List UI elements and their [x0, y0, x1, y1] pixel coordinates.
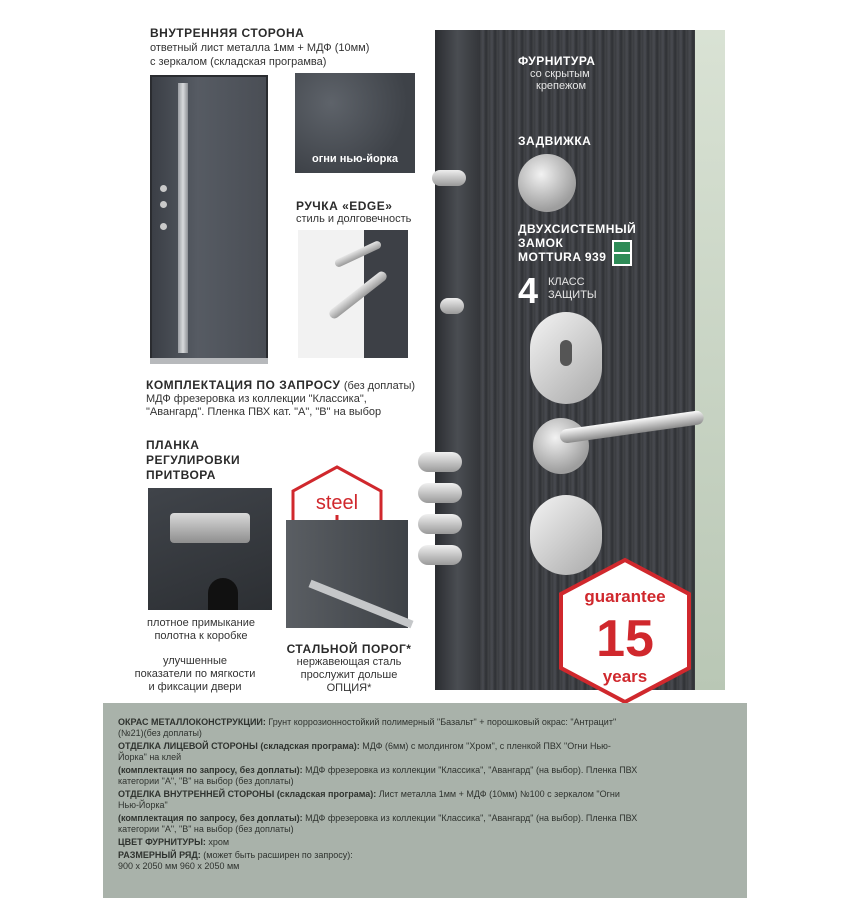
spec-label: ЦВЕТ ФУРНИТУРЫ: [118, 837, 206, 847]
spec-value: Нью-Йорка" [118, 800, 168, 810]
inner-side-line1: ответный лист металла 1мм + МДФ (10мм) [150, 42, 370, 54]
improved-text-2: показатели по мягкости [134, 668, 256, 680]
spec-line [118, 741, 728, 752]
background-window [695, 30, 725, 690]
strike-plate-title-1: ПЛАНКА [146, 438, 200, 452]
spec-line [118, 752, 728, 763]
spec-value: МДФ фрезеровка из коллекции "Классика", "Авангард" (на выбор). Пленка ПВХ [302, 765, 638, 775]
spec-value: (№21)(без доплаты) [118, 728, 202, 738]
improved-text-1: улучшенные [162, 655, 228, 667]
fit-text [146, 617, 256, 643]
improved-text [130, 655, 260, 694]
door-edge [435, 30, 480, 690]
optional-kit-line1: МДФ фрезеровка из коллекции "Классика", [146, 393, 367, 405]
spec-value: 900 х 2050 мм 960 х 2050 мм [118, 861, 240, 871]
guarantee-word: guarantee [584, 587, 666, 606]
spec-line [118, 850, 728, 861]
spec-value: Грунт коррозионностойкий полимерный "Базальт" + порошковый окрас: "Антрацит" [265, 717, 617, 727]
spec-label: (комплектация по запросу, без доплаты): [118, 813, 303, 823]
spec-label: РАЗМЕРНЫЙ РЯД: [118, 850, 201, 860]
spec-value: категории "А", "В" на выбор (без доплаты) [118, 776, 294, 786]
spec-value: МДФ (6мм) с молдингом "Хром", с пленкой ПВХ "Огни Нью- [359, 741, 611, 751]
latch-knob-icon [518, 154, 576, 212]
fit-text-1: плотное примыкание [147, 617, 255, 629]
spec-value: (может быть расширен по запросу): [200, 850, 353, 860]
handle-title: РУЧКА «EDGE» [296, 199, 393, 213]
improved-text-3: и фиксации двери [148, 681, 242, 693]
hardware-label [518, 54, 595, 92]
guarantee-badge [555, 556, 695, 711]
bolt-icon [418, 452, 462, 472]
class-line2: ЗАЩИТЫ [548, 289, 597, 301]
lock-line1: ДВУХСИСТЕМНЫЙ [518, 222, 637, 236]
spec-line [118, 813, 728, 824]
threshold-title: СТАЛЬНОЙ ПОРОГ* [286, 642, 412, 656]
spec-line [118, 800, 728, 811]
keyhole-icon [560, 340, 572, 366]
bolt-icon [418, 545, 462, 565]
strike-plate-title-3: ПРИТВОРА [146, 468, 216, 482]
optional-kit-note: (без доплаты) [343, 380, 416, 392]
inner-side-title: ВНУТРЕННЯЯ СТОРОНА [150, 26, 305, 40]
latch-knob-icon [160, 185, 167, 192]
spec-line [118, 789, 728, 800]
strike-plate-image [148, 488, 272, 610]
spec-line [118, 717, 728, 728]
spec-value: Лист металла 1мм + МДФ (10мм) №100 с зеркалом "Огни [376, 789, 620, 799]
spec-line [118, 837, 728, 848]
mottura-logo-icon [612, 240, 632, 266]
handle-subtitle: стиль и долговечность [296, 213, 412, 225]
fit-text-2: полотна к коробке [154, 630, 248, 642]
hardware-line1: со скрытым [530, 68, 590, 80]
guarantee-number: 15 [596, 610, 654, 668]
spec-label: ОТДЕЛКА ЛИЦЕВОЙ СТОРОНЫ (складская програма): [118, 741, 360, 751]
lock-line3: MOTTURA 939 [518, 250, 607, 264]
spec-label: ОТДЕЛКА ВНУТРЕННЕЙ СТОРОНЫ (складская програма): [118, 789, 377, 799]
lever-handle-icon [327, 270, 388, 321]
optional-kit-title: КОМПЛЕКТАЦИЯ ПО ЗАПРОСУ [146, 378, 341, 392]
strike-hole [208, 578, 238, 610]
strike-plate-title-2: РЕГУЛИРОВКИ [146, 453, 241, 467]
bolt-icon [418, 483, 462, 503]
guarantee-unit: years [602, 667, 648, 686]
spec-line [118, 765, 728, 776]
threshold-image [286, 520, 408, 628]
anti-removal-pin-icon-2 [440, 298, 464, 314]
latch-title: ЗАДВИЖКА [518, 134, 592, 148]
spec-line [118, 824, 728, 835]
inner-side-line2: с зеркалом (складская програмва) [150, 56, 327, 68]
strike-plate-title [146, 438, 240, 483]
door-sill [150, 358, 268, 364]
spec-line [118, 728, 728, 739]
finish-swatch [295, 73, 415, 173]
spec-value: МДФ фрезеровка из коллекции "Классика", "Авангард" (на выбор). Пленка ПВХ [302, 813, 638, 823]
spec-label: ОКРАС МЕТАЛЛОКОНСТРУКЦИИ: [118, 717, 266, 727]
optional-kit-heading [146, 378, 415, 393]
spec-value: хром [205, 837, 230, 847]
spec-label: (комплектация по запросу, без доплаты): [118, 765, 303, 775]
steel-badge-text: steel [315, 492, 359, 514]
bolt-icon [418, 514, 462, 534]
optional-kit-line2: "Авангард". Пленка ПВХ кат. "А", "В" на выбор [146, 406, 382, 418]
threshold-bar [309, 580, 414, 629]
upper-lever-icon [334, 240, 383, 268]
cylinder-icon [160, 223, 167, 230]
spec-line [118, 861, 728, 872]
lock-line2: ЗАМОК [518, 236, 564, 250]
protection-class-number: 4 [518, 270, 539, 311]
threshold-line3: ОПЦИЯ* [326, 682, 372, 694]
inner-door-image [150, 75, 268, 360]
specs-panel [103, 703, 747, 898]
anti-removal-pin-icon [432, 170, 466, 186]
spec-value: категории "А", "В" на выбор (без доплаты) [118, 824, 294, 834]
protection-class-label [548, 276, 597, 302]
threshold-line2: прослужит дольше [300, 669, 398, 681]
threshold-caption [284, 642, 414, 695]
spec-value: Йорка" на клей [118, 752, 182, 762]
latch-label [518, 134, 591, 148]
class-line1: КЛАСС [548, 276, 585, 288]
handle-image [298, 230, 408, 358]
hardware-title: ФУРНИТУРА [518, 54, 596, 68]
adjustment-plate-icon [170, 513, 250, 543]
mirror-strip [178, 83, 188, 353]
swatch-label: огни нью-йорка [311, 153, 399, 165]
lock-knob-icon [160, 201, 167, 208]
hardware-line2: крепежом [536, 80, 587, 92]
spec-line [118, 776, 728, 787]
threshold-line1: нержавеющая сталь [296, 656, 402, 668]
